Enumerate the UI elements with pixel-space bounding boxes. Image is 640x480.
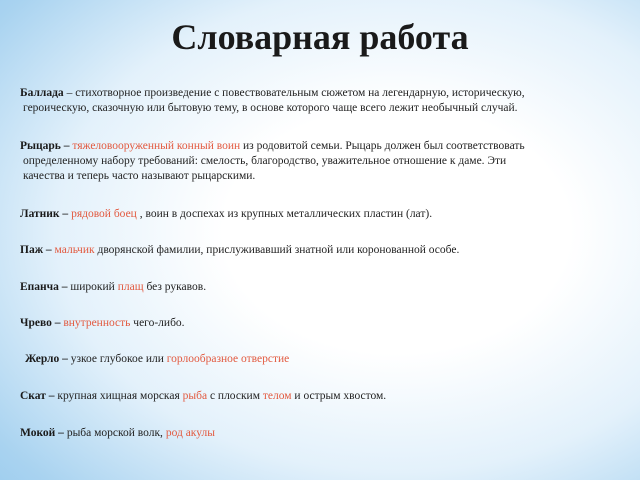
entry-skat (20, 389, 620, 404)
definition: и острым хвостом. (291, 390, 387, 402)
highlight: плащ (117, 281, 144, 293)
definition: без рукавов. (143, 281, 207, 293)
highlight: телом (262, 390, 292, 402)
highlight: тяжеловооруженный конный воин (72, 140, 241, 152)
entry-latnik (20, 207, 620, 222)
term: Епанча – (20, 281, 71, 293)
term: Латник – (20, 208, 72, 220)
term: Мокой – (20, 427, 67, 439)
definition-cont: качества и теперь часто называют рыцарскими. (23, 170, 256, 182)
highlight: рыба (182, 390, 208, 402)
definition: из родовитой семьи. Рыцарь должен был соответствовать (240, 140, 525, 152)
definition: рыба морской волк, (66, 427, 166, 439)
term: Скат – (20, 390, 58, 402)
definition: чего-либо. (130, 317, 185, 329)
highlight: род акулы (165, 427, 215, 439)
definition: – стихотворное произведение с повествовательным сюжетом на легендарную, историческую, (63, 87, 525, 99)
term: Чрево – (20, 317, 64, 329)
entry-ballada (20, 86, 620, 116)
highlight: мальчик (54, 244, 95, 256)
entry-mokoy (20, 426, 620, 441)
highlight: внутренность (63, 317, 131, 329)
entry-rytsar (20, 139, 620, 184)
definition-cont: определенному набору требований: смелость, благородство, уважительное отношение к даме. Эти (23, 155, 507, 167)
definition: дворянской фамилии, прислуживавший знатной или коронованной особе. (94, 244, 460, 256)
entry-zherlo (25, 352, 625, 367)
entry-chrevo (20, 316, 620, 331)
definition: широкий (70, 281, 118, 293)
highlight: горлообразное отверстие (166, 353, 290, 365)
definition-cont: героическую, сказочную или бытовую тему, в основе которого чаще всего лежит необычный случай. (23, 102, 518, 114)
entry-epancha (20, 280, 620, 295)
term: Паж – (20, 244, 55, 256)
definition: крупная хищная морская (57, 390, 183, 402)
highlight: рядовой боец (71, 208, 137, 220)
term: Жерло – (25, 353, 71, 365)
definition: узкое глубокое или (70, 353, 167, 365)
term: Рыцарь – (20, 140, 73, 152)
definition: , воин в доспехах из крупных металлических пластин (лат). (136, 208, 433, 220)
entry-pazh (20, 243, 620, 258)
page-title: Словарная работа (171, 17, 469, 57)
definition: с плоским (207, 390, 263, 402)
term: Баллада (20, 87, 64, 99)
